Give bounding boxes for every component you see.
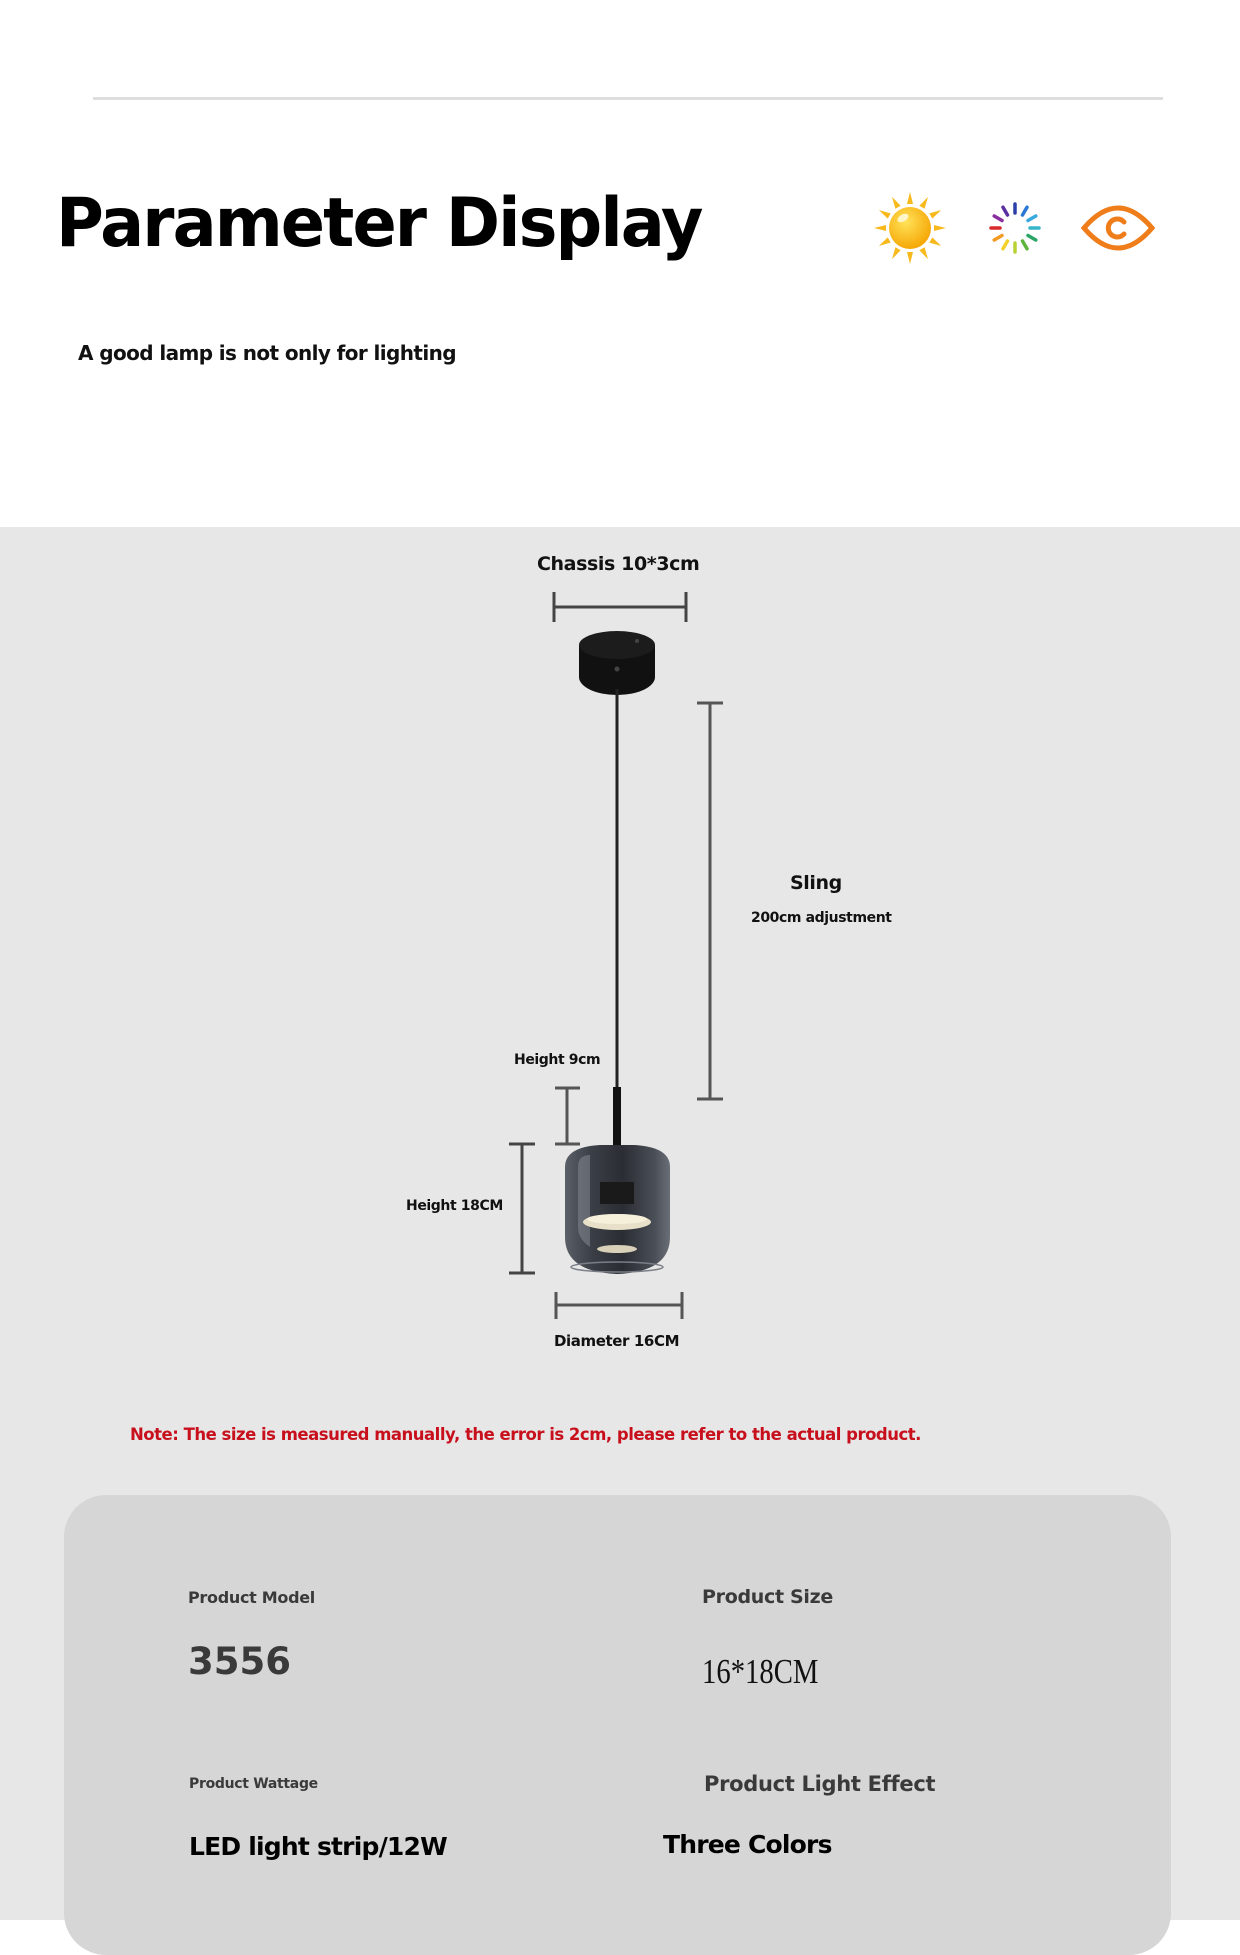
product-wattage-label: Product Wattage: [189, 1776, 318, 1792]
diameter-label: Diameter 16CM: [554, 1332, 680, 1350]
ceiling-canopy: [579, 631, 655, 695]
product-light-effect-value: Three Colors: [663, 1830, 832, 1859]
color-spectrum-icon: [991, 204, 1039, 252]
sling-dimension-line: [697, 703, 723, 1099]
product-light-effect-label: Product Light Effect: [704, 1772, 936, 1796]
diameter-dimension-line: [556, 1292, 682, 1319]
neck-height-dimension-line: [555, 1088, 580, 1144]
lamp-dimension-diagram: [0, 527, 1240, 1427]
page-title: Parameter Display: [56, 184, 702, 263]
product-size-label: Product Size: [702, 1586, 833, 1608]
chassis-dimension-line: [554, 592, 686, 622]
shade-height-dimension-line: [509, 1144, 535, 1273]
measurement-note: Note: The size is measured manually, the error is 2cm, please refer to the actual product.: [130, 1425, 921, 1444]
sling-label: Sling: [790, 872, 842, 894]
sling-sublabel: 200cm adjustment: [751, 910, 892, 926]
chassis-label: Chassis 10*3cm: [537, 553, 700, 575]
product-size-value: 16*18CM: [702, 1652, 819, 1691]
shade-height-label: Height 18CM: [406, 1198, 503, 1214]
product-wattage-value: LED light strip/12W: [189, 1832, 447, 1861]
eye-icon: [1084, 208, 1152, 248]
feature-icons: [870, 188, 1160, 268]
sun-icon: [874, 192, 946, 264]
lamp-neck: [613, 1087, 621, 1147]
page-subtitle: A good lamp is not only for lighting: [78, 341, 456, 365]
neck-height-label: Height 9cm: [514, 1052, 601, 1068]
product-model-label: Product Model: [188, 1588, 315, 1607]
product-model-value: 3556: [188, 1640, 291, 1683]
glass-lamp-shade: [565, 1145, 670, 1274]
spec-card: [64, 1495, 1171, 1955]
top-divider: [93, 97, 1163, 100]
